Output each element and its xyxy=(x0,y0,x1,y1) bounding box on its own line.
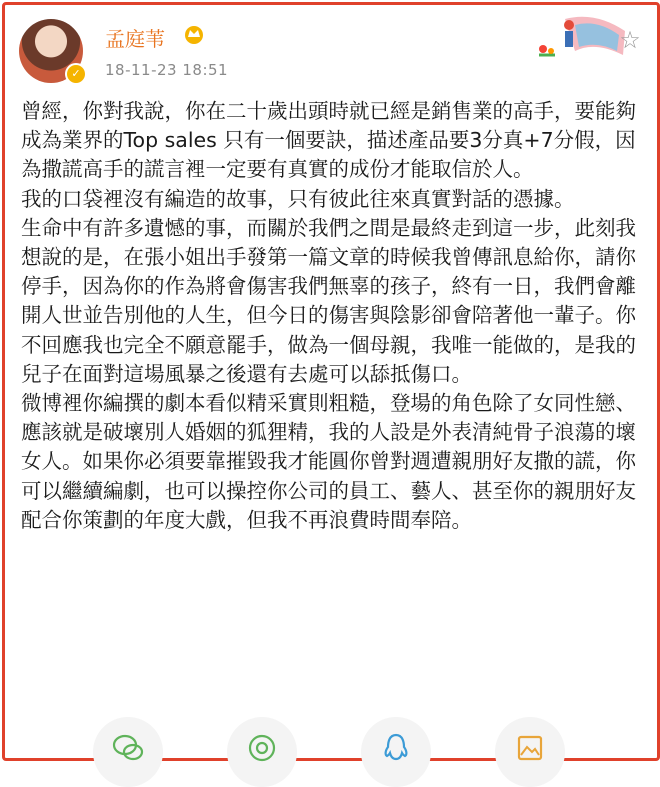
favorite-star-button[interactable]: ☆ xyxy=(619,26,641,54)
share-qq-button[interactable] xyxy=(361,717,431,787)
wechat-icon xyxy=(111,731,145,765)
vip-crown-icon xyxy=(183,23,205,45)
post-paragraph: 曾經，你對我說，你在二十歲出頭時就已經是銷售業的高手，要能夠成為業界的Top sales 只有一個要訣，描述產品要3分真+7分假，因為撒謊高手的謊言裡一定要有真實的成份才能取信於人。 xyxy=(21,99,636,182)
post-card xyxy=(2,2,660,761)
username[interactable]: 孟庭苇 xyxy=(105,27,165,51)
post-content xyxy=(21,97,641,535)
qq-icon xyxy=(379,731,413,765)
post-paragraph: 微博裡你編撰的劇本看似精采實則粗糙，登場的角色除了女同性戀、應該就是破壞別人婚姻的狐狸精，我的人設是外表清純骨子浪蕩的壞女人。如果你必須要靠摧毀我才能圓你曾對週遭親朋好友撒的謊，你可以繼續編劇，也可以操控你公司的員工、藝人、甚至你的親朋好友配合你策劃的年度大戲，但我不再浪費時間奉陪。 xyxy=(21,391,636,532)
image-icon xyxy=(513,731,547,765)
share-image-button[interactable] xyxy=(495,717,565,787)
post-paragraph: 生命中有許多遺憾的事，而關於我們之間是最終走到這一步，此刻我想說的是，在張小姐出手發第一篇文章的時候我曾傳訊息給你，請你停手，因為你的作為將會傷害我們無辜的孩子，終有一日，我們會離開人世並告別他的人生，但今日的傷害與陰影卻會陪著他一輩子。你不回應我也完全不願意罷手，做為一個母親，我唯一能做的，是我的兒子在面對這場風暴之後還有去處可以舔抵傷口。 xyxy=(21,215,636,386)
decoration-illustration xyxy=(535,11,627,63)
post-paragraph: 我的口袋裡沒有編造的故事，只有彼此往來真實對話的憑據。 xyxy=(21,186,575,211)
verified-badge-icon: ✓ xyxy=(65,63,87,85)
moments-icon xyxy=(245,731,279,765)
share-actions xyxy=(5,713,657,761)
share-wechat-button[interactable] xyxy=(93,717,163,787)
post-header xyxy=(5,5,657,95)
post-timestamp: 18-11-23 18:51 xyxy=(105,61,229,79)
share-moments-button[interactable] xyxy=(227,717,297,787)
